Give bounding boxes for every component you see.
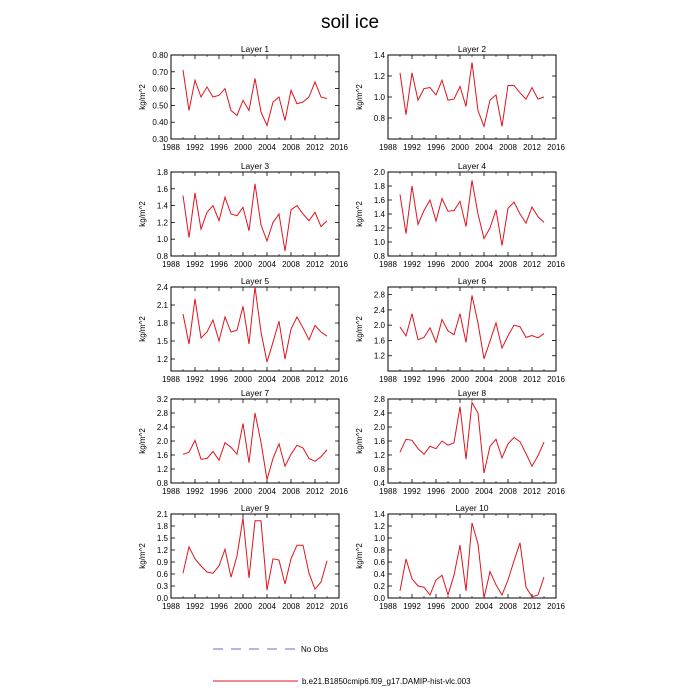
panel-2-xtick-label: 1988 xyxy=(379,143,397,152)
panel-7-ytick-label: 1.6 xyxy=(156,451,168,460)
panel-6-ytick-label: 1.6 xyxy=(373,336,385,346)
panel-5-ytick-label: 2.1 xyxy=(156,301,168,310)
panel-10-ytick-label: 0.0 xyxy=(373,594,385,603)
panel-4-xtick-label: 2012 xyxy=(523,260,541,269)
panel-1-ytick-label: 0.30 xyxy=(152,135,168,144)
panel-8-ylabel: kg/m^2 xyxy=(355,428,364,454)
panel-8-ytick-label: 2.0 xyxy=(373,423,385,432)
panel-9-ytick-label: 0.9 xyxy=(156,558,168,567)
panel-4 xyxy=(355,161,565,269)
panel-2 xyxy=(355,44,565,152)
panel-8 xyxy=(355,388,565,496)
panel-2-xtick-label: 1996 xyxy=(427,143,445,152)
panel-1-xtick-label: 1992 xyxy=(186,143,204,152)
panel-10-xtick-label: 1988 xyxy=(379,602,397,611)
panel-3-ytick-label: 1.2 xyxy=(156,218,168,228)
panel-1-xtick-label: 2008 xyxy=(282,143,300,152)
panel-9-ytick-label: 1.5 xyxy=(156,534,168,543)
panel-4-xtick-label: 2016 xyxy=(547,260,565,269)
panel-7 xyxy=(138,388,348,496)
panel-5-xtick-label: 2004 xyxy=(258,375,276,384)
panel-5-ytick-label: 1.5 xyxy=(156,337,168,346)
panel-7-ytick-label: 3.2 xyxy=(156,395,168,404)
panel-6-series-line xyxy=(400,295,544,358)
panel-8-ytick-label: 1.2 xyxy=(373,451,385,460)
panel-5-ytick-label: 1.8 xyxy=(156,319,168,328)
panel-10 xyxy=(355,503,565,611)
legend-model-label: b.e21.B1850cmip6.f09_g17.DAMIP-hist-vlc.003 xyxy=(302,677,471,686)
panel-7-ytick-label: 1.2 xyxy=(156,465,168,474)
panel-2-ytick-label: 0.8 xyxy=(373,114,385,123)
panel-10-ytick-label: 1.0 xyxy=(373,534,385,543)
panel-6-xtick-label: 1988 xyxy=(379,375,397,384)
panel-2-xtick-label: 1992 xyxy=(403,143,421,152)
panel-5-xtick-label: 2012 xyxy=(306,375,324,384)
panel-5-title: Layer 5 xyxy=(240,276,270,286)
panel-6-ytick-label: 1.2 xyxy=(373,351,385,361)
panel-7-xtick-label: 1992 xyxy=(186,487,204,496)
panel-1-ylabel: kg/m^2 xyxy=(138,84,147,110)
panel-8-ytick-label: 1.6 xyxy=(373,437,385,446)
panel-2-xtick-label: 2008 xyxy=(499,143,517,152)
panel-1 xyxy=(138,44,348,152)
panel-3-title: Layer 3 xyxy=(240,161,270,171)
panel-8-xtick-label: 1992 xyxy=(403,487,421,496)
panel-7-xtick-label: 2016 xyxy=(330,487,348,496)
panel-9-xtick-label: 1992 xyxy=(186,602,204,611)
panel-1-xtick-label: 1988 xyxy=(162,143,180,152)
panel-9-xtick-label: 2016 xyxy=(330,602,348,611)
panel-8-ytick-label: 0.4 xyxy=(373,479,385,488)
panel-5-xtick-label: 2016 xyxy=(330,375,348,384)
panel-4-ytick-label: 1.8 xyxy=(373,182,385,191)
panel-7-frame xyxy=(171,399,339,483)
panel-10-ytick-label: 1.2 xyxy=(373,522,385,531)
panel-6-xtick-label: 2008 xyxy=(499,375,517,384)
panel-9-xtick-label: 2012 xyxy=(306,602,324,611)
panel-1-series-line xyxy=(183,70,327,125)
panel-7-xtick-label: 2008 xyxy=(282,487,300,496)
panel-1-ytick-label: 0.60 xyxy=(152,84,168,94)
panel-10-xtick-label: 2004 xyxy=(475,602,493,611)
figure-title: soil ice xyxy=(320,12,380,33)
panel-10-ylabel: kg/m^2 xyxy=(355,543,364,569)
panel-6-xtick-label: 2012 xyxy=(523,375,541,384)
panel-10-xtick-label: 1992 xyxy=(403,602,421,611)
panel-7-series-line xyxy=(183,413,327,480)
panel-8-xtick-label: 1996 xyxy=(427,487,445,496)
panel-1-xtick-label: 2000 xyxy=(234,143,252,152)
panel-3 xyxy=(138,161,348,269)
panel-3-ytick-label: 1.6 xyxy=(156,184,168,194)
panel-6-frame xyxy=(388,287,556,371)
panel-1-xtick-label: 1996 xyxy=(210,143,228,152)
legend-obs-label: No Obs xyxy=(301,645,329,654)
panel-2-ytick-label: 1.0 xyxy=(373,93,385,102)
panel-4-title: Layer 4 xyxy=(457,161,487,171)
panel-5-ytick-label: 1.2 xyxy=(156,355,168,364)
panel-8-xtick-label: 1988 xyxy=(379,487,397,496)
panel-9-xtick-label: 1988 xyxy=(162,602,180,611)
panel-5-ytick-label: 2.4 xyxy=(156,283,168,292)
panel-4-xtick-label: 1988 xyxy=(379,260,397,269)
panel-8-title: Layer 8 xyxy=(457,388,487,398)
panel-8-xtick-label: 2012 xyxy=(523,487,541,496)
panel-1-xtick-label: 2016 xyxy=(330,143,348,152)
panel-2-xtick-label: 2000 xyxy=(451,143,469,152)
panel-1-ytick-label: 0.40 xyxy=(152,118,168,128)
panel-9-xtick-label: 2004 xyxy=(258,602,276,611)
panel-6-xtick-label: 1996 xyxy=(427,375,445,384)
panel-10-series-line xyxy=(400,523,544,598)
panel-4-ytick-label: 1.0 xyxy=(373,238,385,247)
panel-9-title: Layer 9 xyxy=(240,503,270,513)
panel-2-ytick-label: 1.2 xyxy=(373,72,385,81)
panel-6-xtick-label: 2000 xyxy=(451,375,469,384)
panel-2-ylabel: kg/m^2 xyxy=(355,84,364,110)
panel-3-ytick-label: 1.8 xyxy=(156,168,168,177)
panel-7-ytick-label: 2.0 xyxy=(156,437,168,446)
panel-9-ytick-label: 0.0 xyxy=(156,594,168,603)
panel-7-xtick-label: 1988 xyxy=(162,487,180,496)
panel-4-xtick-label: 2008 xyxy=(499,260,517,269)
panel-10-ytick-label: 0.6 xyxy=(373,558,385,567)
chart-panels xyxy=(138,44,565,611)
panel-2-xtick-label: 2012 xyxy=(523,143,541,152)
panel-10-xtick-label: 2008 xyxy=(499,602,517,611)
panel-7-xtick-label: 2012 xyxy=(306,487,324,496)
panel-3-ytick-label: 1.4 xyxy=(156,201,168,211)
panel-3-xtick-label: 2004 xyxy=(258,260,276,269)
panel-3-xtick-label: 1992 xyxy=(186,260,204,269)
panel-9-xtick-label: 2000 xyxy=(234,602,252,611)
panel-3-xtick-label: 1996 xyxy=(210,260,228,269)
panel-4-xtick-label: 2000 xyxy=(451,260,469,269)
panel-2-title: Layer 2 xyxy=(457,44,487,54)
panel-7-xtick-label: 2000 xyxy=(234,487,252,496)
panel-5-xtick-label: 1992 xyxy=(186,375,204,384)
panel-6-xtick-label: 2016 xyxy=(547,375,565,384)
panel-7-ytick-label: 0.8 xyxy=(156,479,168,488)
panel-9 xyxy=(138,503,348,611)
panel-9-ytick-label: 1.8 xyxy=(156,522,168,531)
panel-10-xtick-label: 2000 xyxy=(451,602,469,611)
panel-5-xtick-label: 1988 xyxy=(162,375,180,384)
panel-4-ytick-label: 1.4 xyxy=(373,210,385,219)
panel-10-ytick-label: 0.8 xyxy=(373,546,385,555)
panel-1-ytick-label: 0.70 xyxy=(152,67,168,77)
panel-4-ytick-label: 1.6 xyxy=(373,196,385,205)
panel-8-ytick-label: 0.8 xyxy=(373,465,385,474)
panel-6-ytick-label: 2.0 xyxy=(373,321,385,331)
panel-4-series-line xyxy=(400,180,544,245)
panel-7-ytick-label: 2.4 xyxy=(156,423,168,432)
panel-3-ylabel: kg/m^2 xyxy=(138,201,147,227)
panel-10-xtick-label: 1996 xyxy=(427,602,445,611)
panel-4-ytick-label: 1.2 xyxy=(373,224,385,233)
panel-1-title: Layer 1 xyxy=(240,44,270,54)
panel-1-ytick-label: 0.50 xyxy=(152,101,168,111)
panel-2-xtick-label: 2004 xyxy=(475,143,493,152)
panel-7-xtick-label: 1996 xyxy=(210,487,228,496)
panel-9-series-line xyxy=(183,518,327,590)
panel-4-ylabel: kg/m^2 xyxy=(355,201,364,227)
panel-6-ytick-label: 2.4 xyxy=(373,305,385,315)
panel-9-ytick-label: 1.2 xyxy=(156,546,168,555)
panel-10-xtick-label: 2012 xyxy=(523,602,541,611)
panel-5 xyxy=(138,276,348,384)
panel-5-xtick-label: 2008 xyxy=(282,375,300,384)
panel-8-xtick-label: 2008 xyxy=(499,487,517,496)
panel-3-xtick-label: 2008 xyxy=(282,260,300,269)
panel-6-xtick-label: 1992 xyxy=(403,375,421,384)
panel-9-xtick-label: 2008 xyxy=(282,602,300,611)
panel-3-ytick-label: 0.8 xyxy=(156,252,168,261)
panel-2-series-line xyxy=(400,62,544,126)
panel-8-xtick-label: 2000 xyxy=(451,487,469,496)
panel-1-ytick-label: 0.80 xyxy=(152,51,168,60)
panel-4-xtick-label: 1992 xyxy=(403,260,421,269)
panel-7-xtick-label: 2004 xyxy=(258,487,276,496)
panel-7-ylabel: kg/m^2 xyxy=(138,428,147,454)
panel-2-frame xyxy=(388,55,556,139)
panel-7-title: Layer 7 xyxy=(240,388,270,398)
panel-8-xtick-label: 2004 xyxy=(475,487,493,496)
panel-9-xtick-label: 1996 xyxy=(210,602,228,611)
panel-3-xtick-label: 2016 xyxy=(330,260,348,269)
panel-10-ytick-label: 0.2 xyxy=(373,582,385,591)
panel-7-ytick-label: 2.8 xyxy=(156,409,168,418)
panel-10-xtick-label: 2016 xyxy=(547,602,565,611)
panel-10-ytick-label: 1.4 xyxy=(373,510,385,519)
panel-1-xtick-label: 2012 xyxy=(306,143,324,152)
panel-10-title: Layer 10 xyxy=(455,503,489,513)
panel-2-ytick-label: 1.4 xyxy=(373,51,385,60)
panel-9-ylabel: kg/m^2 xyxy=(138,543,147,569)
panel-8-series-line xyxy=(400,403,544,474)
panel-4-xtick-label: 1996 xyxy=(427,260,445,269)
panel-3-xtick-label: 2012 xyxy=(306,260,324,269)
panel-6-ylabel: kg/m^2 xyxy=(355,316,364,342)
panel-2-xtick-label: 2016 xyxy=(547,143,565,152)
panel-9-ytick-label: 0.3 xyxy=(156,582,168,591)
panel-4-xtick-label: 2004 xyxy=(475,260,493,269)
panel-8-ytick-label: 2.8 xyxy=(373,395,385,404)
panel-8-ytick-label: 2.4 xyxy=(373,409,385,418)
panel-3-xtick-label: 1988 xyxy=(162,260,180,269)
panel-4-frame xyxy=(388,172,556,256)
panel-9-ytick-label: 0.6 xyxy=(156,570,168,579)
panel-3-series-line xyxy=(183,184,327,251)
panel-10-ytick-label: 0.4 xyxy=(373,570,385,579)
panel-8-xtick-label: 2016 xyxy=(547,487,565,496)
panel-3-xtick-label: 2000 xyxy=(234,260,252,269)
panel-4-ytick-label: 0.8 xyxy=(373,252,385,261)
panel-1-xtick-label: 2004 xyxy=(258,143,276,152)
legend xyxy=(213,645,471,686)
panel-4-ytick-label: 2.0 xyxy=(373,168,385,177)
panel-5-xtick-label: 2000 xyxy=(234,375,252,384)
panel-5-series-line xyxy=(183,287,327,362)
panel-6-xtick-label: 2004 xyxy=(475,375,493,384)
panel-8-frame xyxy=(388,399,556,483)
panel-5-ylabel: kg/m^2 xyxy=(138,316,147,342)
panel-1-frame xyxy=(171,55,339,139)
panel-3-ytick-label: 1.0 xyxy=(156,235,168,245)
panel-6 xyxy=(355,276,565,384)
panel-9-ytick-label: 2.1 xyxy=(156,510,168,519)
panel-6-ytick-label: 2.8 xyxy=(373,290,385,300)
panel-5-xtick-label: 1996 xyxy=(210,375,228,384)
panel-6-title: Layer 6 xyxy=(457,276,487,286)
